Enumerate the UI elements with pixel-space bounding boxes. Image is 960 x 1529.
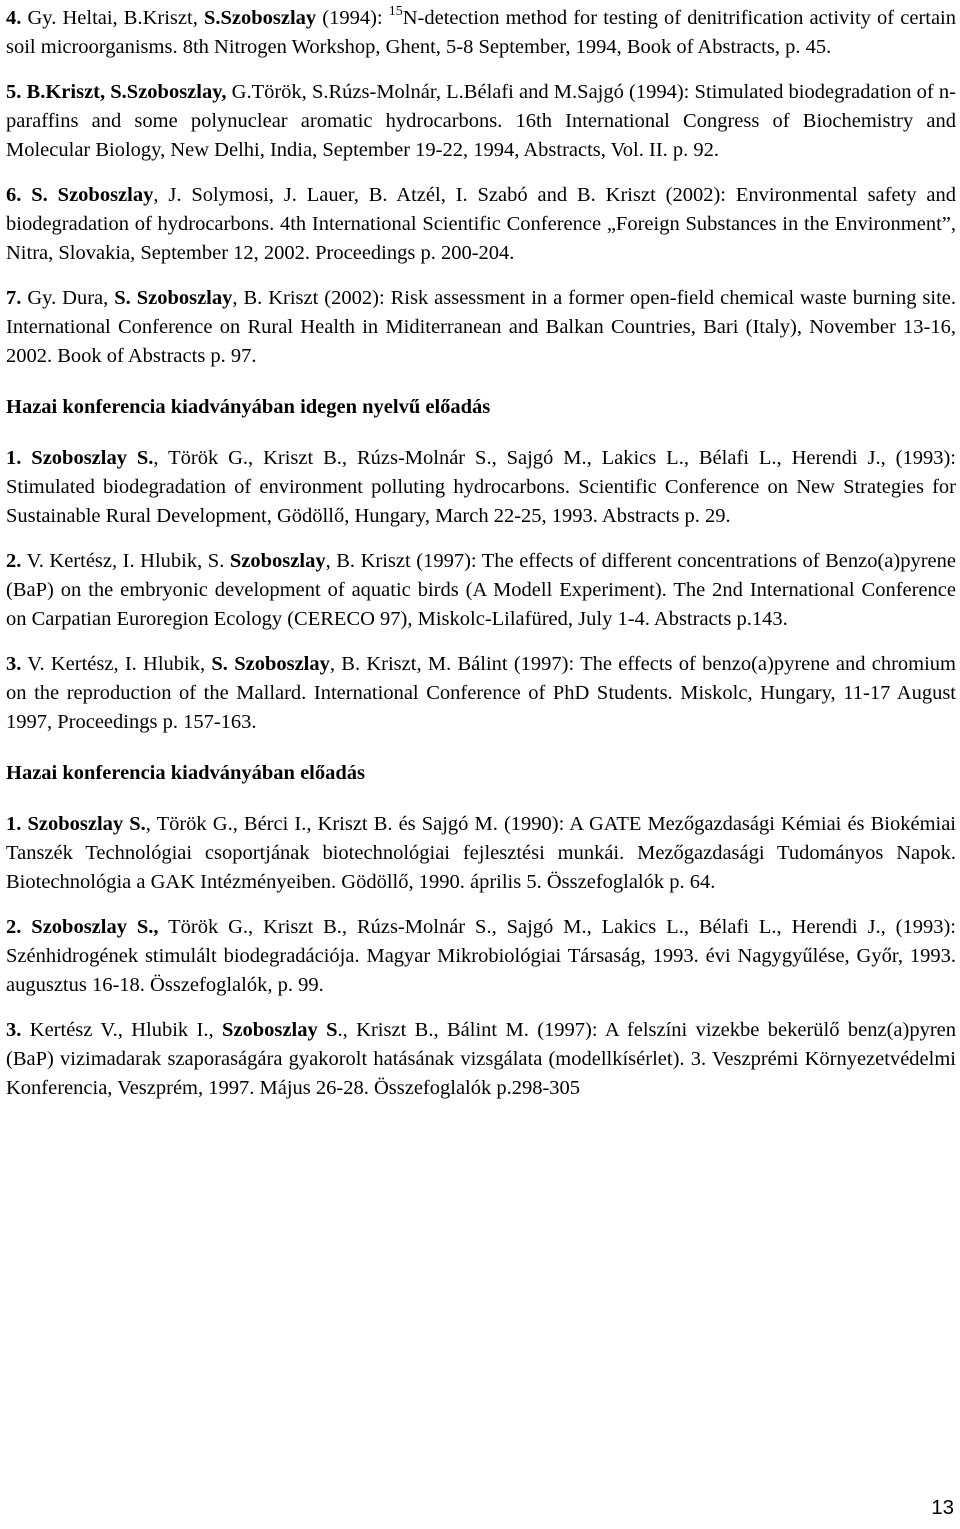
author-highlight: S. Szoboszlay [211, 653, 330, 675]
author-highlight: S. Szoboszlay [114, 287, 233, 309]
reference-item: 5. B.Kriszt, S.Szoboszlay, G.Török, S.Rúzs-Molnár, L.Bélafi and M.Sajgó (1994): Stimulated biodegradation of n-paraffins and some polynuclear aromatic hydrocarbons. 16th International Congress of Biochemistry and Molecular Biology, New Delhi, India, September 19-22, 1994, Abstracts, Vol. II. p. 92. [6, 81, 956, 161]
author-highlight: Szoboszlay S. [27, 813, 146, 835]
author-highlight: S.Szoboszlay, [110, 81, 227, 103]
reference-number: 7. [6, 287, 22, 309]
reference-number: 2. [6, 550, 22, 572]
reference-number: 3. [6, 653, 22, 675]
reference-number: 1. [6, 813, 22, 835]
reference-number: 2. [6, 916, 22, 938]
reference-item: 4. Gy. Heltai, B.Kriszt, S.Szoboszlay (1994): $^{15}$N-detection method for testing of denitrification activity of certain soil microorganisms. 8th Nitrogen Workshop, Ghent, 5-8 September, 1994, Book of Abstracts, p. 45. [6, 4, 957, 58]
page-number: 13 [931, 1496, 954, 1519]
reference-item: 2. Szoboszlay S., Török G., Kriszt B., Rúzs-Molnár S., Sajgó M., Lakics L., Bélafi L., Herendi J., (1993): Szénhidrogének stimulált biodegradációja. Magyar Mikrobiológiai Társaság, 1993. évi Nagygyűlése, Győr, 1993. augusztus 16-18. Összefoglalók, p. 99. [6, 916, 957, 996]
author-highlight: S. Szoboszlay [31, 184, 154, 206]
isotope-superscript: 15 [388, 4, 403, 19]
reference-number: 4. [6, 7, 22, 29]
document-page [6, 4, 956, 1103]
section-heading-domestic: Hazai konferencia kiadványában előadás [6, 762, 365, 784]
author-highlight: Szoboszlay S. [31, 447, 154, 469]
reference-item: 3. V. Kertész, I. Hlubik, S. Szoboszlay, B. Kriszt, M. Bálint (1997): The effects of benzo(a)pyrene and chromium on the reproduction of the Mallard. International Conference of PhD Students. Miskolc, Hungary, 11-17 August 1997, Proceedings p. 157-163. [6, 653, 956, 733]
author-highlight: Szoboszlay S., [31, 916, 159, 938]
reference-item: 1. Szoboszlay S., Török G., Kriszt B., Rúzs-Molnár S., Sajgó M., Lakics L., Bélafi L., Herendi J., (1993): Stimulated biodegradation of environment polluting hydrocarbons. Scientific Conference on New Strategies for Sustainable Rural Development, Gödöllő, Hungary, March 22-25, 1993. Abstracts p. 29. [6, 447, 957, 527]
reference-number: 6. [6, 184, 22, 206]
reference-item: 3. Kertész V., Hlubik I., Szoboszlay S., Kriszt B., Bálint M. (1997): A felszíni vizekbe bekerülő benz(a)pyren (BaP) vizimadarak szaporaságára gyakorolt hatásának vizsgálata (modellkísérlet). 3. Veszprémi Környezetvédelmi Konferencia, Veszprém, 1997. Május 26-28. Összefoglalók p.298-305 [6, 1019, 957, 1099]
author-highlight: S.Szoboszlay [203, 7, 317, 29]
author-highlight: Szoboszlay [229, 550, 326, 572]
reference-number: 1. [6, 447, 22, 469]
reference-item: 6. S. Szoboszlay, J. Solymosi, J. Lauer, B. Atzél, I. Szabó and B. Kriszt (2002): Environmental safety and biodegradation of hydrocarbons. 4th International Scientific Conference „Foreign Substances in the Environment”, Nitra, Slovakia, September 12, 2002. Proceedings p. 200-204. [6, 184, 957, 264]
reference-item: 2. V. Kertész, I. Hlubik, S. Szoboszlay, B. Kriszt (1997): The effects of different concentrations of Benzo(a)pyrene (BaP) on the embryonic development of aquatic birds (A Modell Experiment). The 2nd International Conference on Carpatian Euroregion Ecology (CERECO 97), Miskolc-Lilafüred, July 1-4. Abstracts p.143. [6, 550, 956, 630]
reference-number: 3. [6, 1019, 22, 1041]
reference-number: 5. [6, 81, 22, 103]
reference-item: 1. Szoboszlay S., Török G., Bérci I., Kriszt B. és Sajgó M. (1990): A GATE Mezőgazdasági Kémiai és Biokémiai Tanszék Technológiai csoportjának biotechnológiai fejlesztési munkái. Mezőgazdasági Tudományos Napok. Biotechnológia a GAK Intézményeiben. Gödöllő, 1990. április 5. Összefoglalók p. 64. [6, 813, 956, 893]
reference-item: 7. Gy. Dura, S. Szoboszlay, B. Kriszt (2002): Risk assessment in a former open-field chemical waste burning site. International Conference on Rural Health in Miditerranean and Balkan Countries, Bari (Italy), November 13-16, 2002. Book of Abstracts p. 97. [6, 287, 957, 367]
section-heading-foreign-language: Hazai konferencia kiadványában idegen nyelvű előadás [6, 396, 491, 418]
author-highlight: Szoboszlay S [222, 1019, 338, 1041]
